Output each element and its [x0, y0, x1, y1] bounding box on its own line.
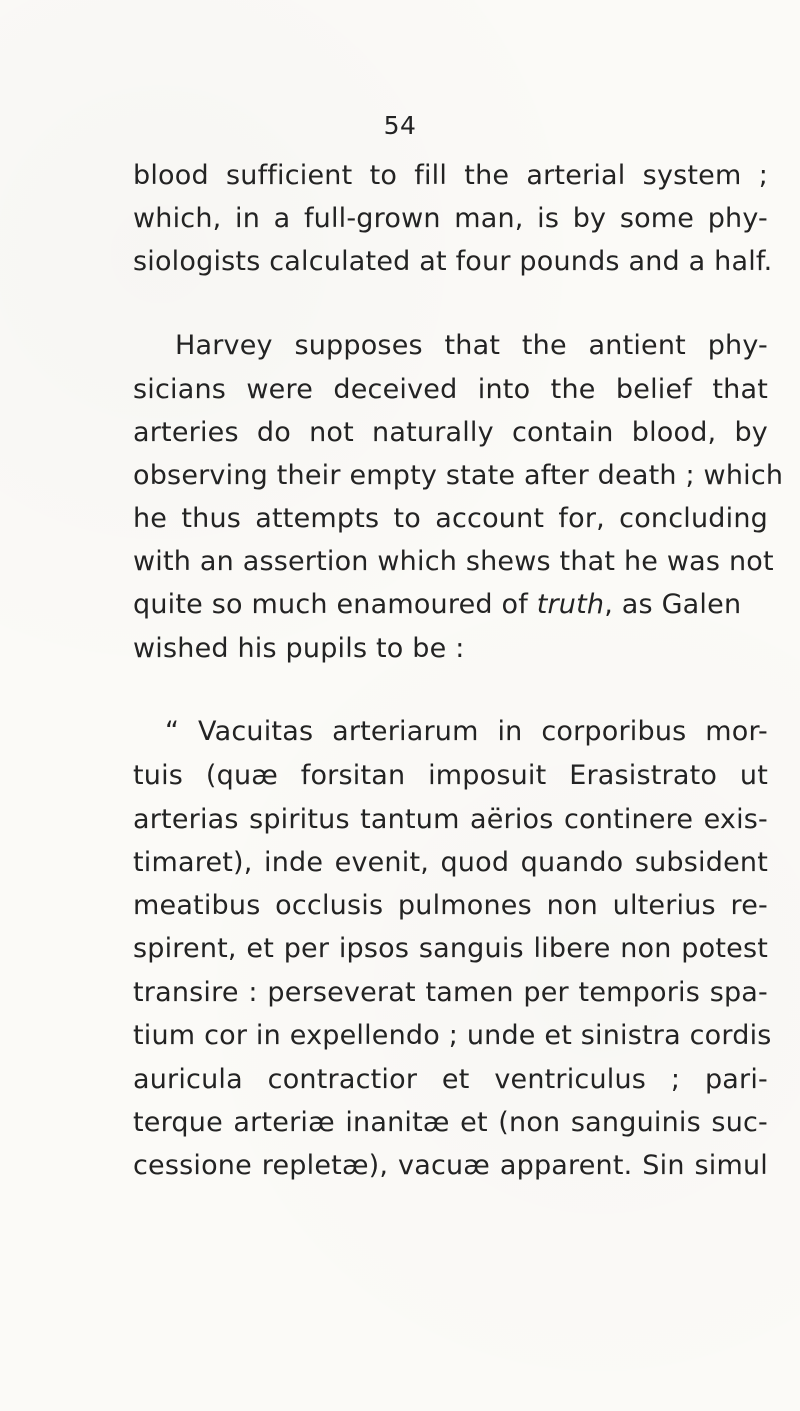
emphasized-word-truth: truth — [536, 589, 605, 620]
paragraph-2-line-8: wished his pupils to be : — [133, 633, 465, 664]
paragraph-2-line-7-after: , as Galen — [604, 589, 742, 620]
paragraph-2-line-6: with an assertion which shews that he was not — [133, 546, 774, 577]
paragraph-1-line-3: siologists calculated at four pounds and a half. — [133, 246, 773, 277]
paragraph-2-line-2: sicians were deceived into the belief that — [133, 374, 768, 405]
paragraph-3-line-5: meatibus occlusis pulmones non ulterius re- — [133, 890, 768, 921]
paragraph-3-line-7: transire : perseverat tamen per temporis spa- — [133, 977, 768, 1008]
paragraph-1-line-2: which, in a full-grown man, is by some phy- — [133, 203, 768, 234]
paragraph-2-line-5: he thus attempts to account for, concluding — [133, 503, 768, 534]
paragraph-2-line-3: arteries do not naturally contain blood, by — [133, 417, 768, 448]
paragraph-3-line-2: tuis (quæ forsitan imposuit Erasistrato ut — [133, 760, 768, 791]
paragraph-3-line-3: arterias spiritus tantum aërios continere exis- — [133, 804, 768, 835]
paragraph-3-line-6: spirent, et per ipsos sanguis libere non potest — [133, 933, 768, 964]
page-number: 54 — [383, 111, 417, 140]
paragraph-3-line-10: terque arteriæ inanitæ et (non sanguinis suc- — [133, 1107, 768, 1138]
paragraph-2-line-7-before: quite so much enamoured of — [133, 589, 537, 620]
paragraph-1-line-1: blood sufficient to fill the arterial system ; — [133, 160, 768, 191]
paragraph-3-line-9: auricula contractior et ventriculus ; pari- — [133, 1064, 768, 1095]
paragraph-3-line-11: cessione repletæ), vacuæ apparent. Sin simul — [133, 1150, 768, 1181]
paragraph-3-line-8: tium cor in expellendo ; unde et sinistra cordis — [133, 1020, 772, 1051]
paragraph-2-line-4: observing their empty state after death ; which — [133, 460, 784, 491]
paragraph-3-line-4: timaret), inde evenit, quod quando subsident — [133, 847, 768, 878]
paragraph-2-line-1: Harvey supposes that the antient phy- — [175, 330, 768, 361]
paragraph-2-line-7 — [133, 585, 768, 625]
paragraph-3-line-1: “ Vacuitas arteriarum in corporibus mor- — [165, 716, 768, 747]
